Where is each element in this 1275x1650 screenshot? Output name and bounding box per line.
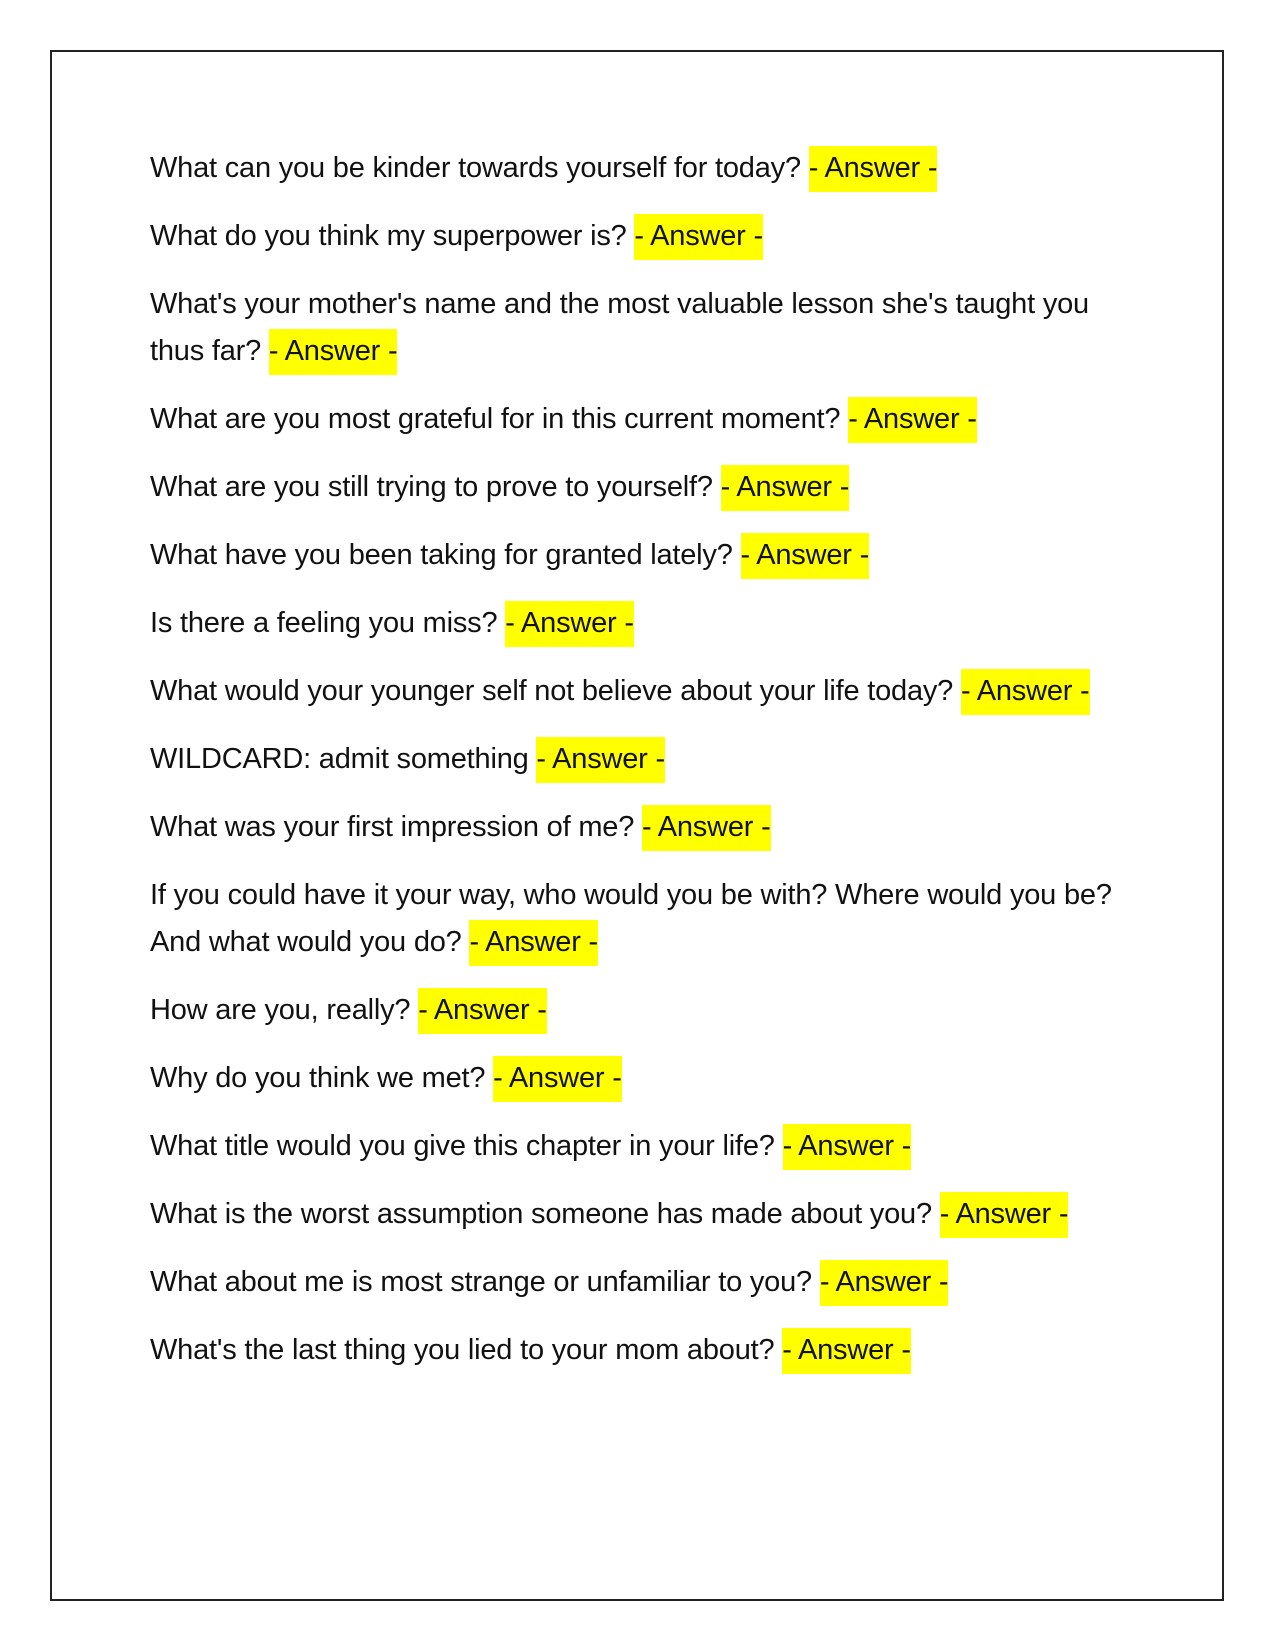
question-item: [150, 1327, 1120, 1374]
answer-highlight: - Answer -: [721, 465, 850, 511]
question-text: Why do you think we met?: [150, 1062, 486, 1094]
question-list: [150, 145, 1120, 1395]
question-text: What are you most grateful for in this current moment?: [150, 403, 841, 435]
question-text: What is the worst assumption someone has made about you?: [150, 1198, 932, 1230]
question-item: [150, 1191, 1120, 1238]
question-text: How are you, really?: [150, 994, 411, 1026]
question-item: [150, 532, 1120, 579]
answer-highlight: - Answer -: [783, 1124, 912, 1170]
answer-highlight: - Answer -: [469, 920, 598, 966]
question-text: What title would you give this chapter in your life?: [150, 1130, 775, 1162]
question-item: [150, 396, 1120, 443]
question-item: [150, 1123, 1120, 1170]
question-text: What are you still trying to prove to yourself?: [150, 471, 713, 503]
question-item: [150, 281, 1120, 375]
question-item: [150, 804, 1120, 851]
answer-highlight: - Answer -: [269, 329, 398, 375]
question-text: What's the last thing you lied to your mom about?: [150, 1334, 775, 1366]
answer-highlight: - Answer -: [505, 601, 634, 647]
question-item: [150, 213, 1120, 260]
answer-highlight: - Answer -: [820, 1260, 949, 1306]
question-item: [150, 464, 1120, 511]
question-text: What have you been taking for granted lately?: [150, 539, 733, 571]
answer-highlight: - Answer -: [642, 805, 771, 851]
question-text: Is there a feeling you miss?: [150, 607, 498, 639]
question-text: What about me is most strange or unfamiliar to you?: [150, 1266, 812, 1298]
answer-highlight: - Answer -: [782, 1328, 911, 1374]
answer-highlight: - Answer -: [848, 397, 977, 443]
question-item: [150, 1259, 1120, 1306]
question-item: [150, 668, 1120, 715]
answer-highlight: - Answer -: [418, 988, 547, 1034]
question-item: [150, 1055, 1120, 1102]
answer-highlight: - Answer -: [536, 737, 665, 783]
question-text: What would your younger self not believe about your life today?: [150, 675, 954, 707]
question-text: What's your mother's name and the most valuable lesson she's taught you thus far?: [150, 288, 1089, 367]
question-item: [150, 872, 1120, 966]
question-item: [150, 987, 1120, 1034]
answer-highlight: - Answer -: [940, 1192, 1069, 1238]
question-text: What was your first impression of me?: [150, 811, 635, 843]
question-item: [150, 145, 1120, 192]
answer-highlight: - Answer -: [634, 214, 763, 260]
question-text: WILDCARD: admit something: [150, 743, 529, 775]
question-item: [150, 600, 1120, 647]
question-item: [150, 736, 1120, 783]
question-text: What can you be kinder towards yourself for today?: [150, 152, 801, 184]
answer-highlight: - Answer -: [493, 1056, 622, 1102]
answer-highlight: - Answer -: [809, 146, 938, 192]
question-text: If you could have it your way, who would you be with? Where would you be? And what would you do?: [150, 879, 1112, 958]
question-text: What do you think my superpower is?: [150, 220, 627, 252]
answer-highlight: - Answer -: [741, 533, 870, 579]
answer-highlight: - Answer -: [961, 669, 1090, 715]
